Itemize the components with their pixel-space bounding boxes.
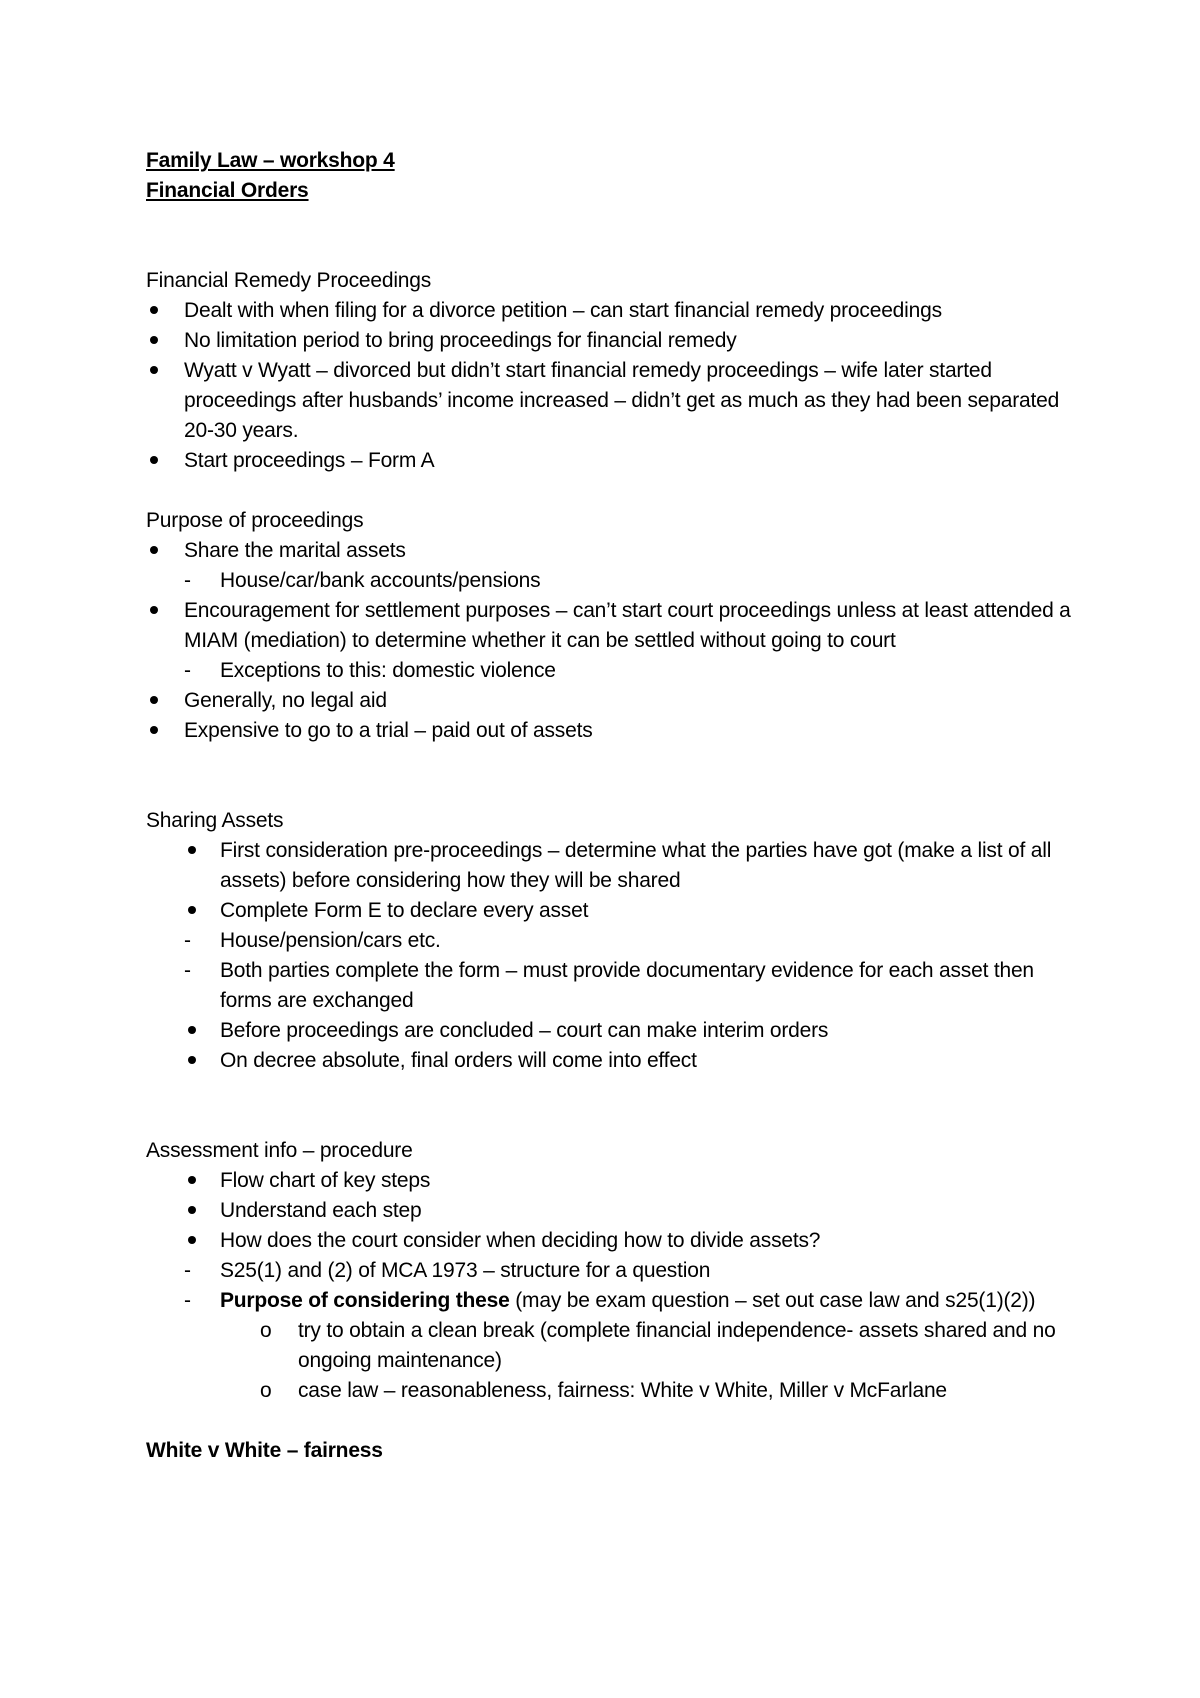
bullet-icon xyxy=(146,446,166,476)
list-item xyxy=(146,896,1086,926)
sharing-assets-list xyxy=(146,836,1086,1076)
list-item-text: S25(1) and (2) of MCA 1973 – structure for a question xyxy=(220,1259,711,1282)
list-item xyxy=(146,1166,1086,1196)
list-item-text: Wyatt v Wyatt – divorced but didn’t start financial remedy proceedings – wife later started proceedings after husbands’ income increased – didn’t get as much as they had been separated 20-30 years. xyxy=(184,359,1060,442)
list-item-text: Generally, no legal aid xyxy=(184,689,387,712)
bullet-icon xyxy=(184,836,204,866)
list-item-text: Encouragement for settlement purposes – can’t start court proceedings unless at least attended a MIAM (mediation) to determine whether it can be settled without going to court xyxy=(184,599,1071,652)
list-item xyxy=(146,1226,1086,1256)
list-item-text: On decree absolute, final orders will come into effect xyxy=(220,1049,697,1072)
list-item-text: try to obtain a clean break (complete financial independence- assets shared and no ongoing maintenance) xyxy=(298,1319,1056,1372)
list-item-text: Share the marital assets xyxy=(184,539,406,562)
bullet-icon xyxy=(146,296,166,326)
dash-icon: - xyxy=(184,929,191,952)
purpose-list xyxy=(146,536,1086,746)
list-item-text: House/car/bank accounts/pensions xyxy=(220,569,541,592)
list-item xyxy=(146,926,1086,956)
circle-icon: o xyxy=(260,1379,272,1402)
list-item-text: House/pension/cars etc. xyxy=(220,929,441,952)
bullet-icon xyxy=(146,326,166,356)
section-heading-financial-remedy: Financial Remedy Proceedings xyxy=(146,269,432,292)
section-heading-assessment: Assessment info – procedure xyxy=(146,1139,413,1162)
bullet-icon xyxy=(146,716,166,746)
list-item-text: Exceptions to this: domestic violence xyxy=(220,659,556,682)
list-item xyxy=(146,1316,1086,1376)
bullet-icon xyxy=(184,1196,204,1226)
list-item xyxy=(146,356,1086,446)
bullet-icon xyxy=(146,686,166,716)
list-item xyxy=(146,1196,1086,1226)
list-item-text: No limitation period to bring proceedings for financial remedy xyxy=(184,329,737,352)
list-item xyxy=(146,656,1086,686)
list-item xyxy=(146,596,1086,656)
list-item-text: Both parties complete the form – must provide documentary evidence for each asset then forms are exchanged xyxy=(220,959,1034,1012)
list-item-text: Start proceedings – Form A xyxy=(184,449,435,472)
bullet-icon xyxy=(146,356,166,386)
purpose-bold-text: Purpose of considering these xyxy=(220,1289,510,1312)
list-item-text: First consideration pre-proceedings – determine what the parties have got (make a list of all assets) before considering how they will be shared xyxy=(220,839,1052,892)
list-item xyxy=(146,686,1086,716)
list-item xyxy=(146,536,1086,566)
document-body xyxy=(146,146,1086,1466)
list-item-text: Before proceedings are concluded – court can make interim orders xyxy=(220,1019,829,1042)
list-item-text: How does the court consider when deciding how to divide assets? xyxy=(220,1229,821,1252)
bullet-icon xyxy=(146,536,166,566)
list-item-text: Flow chart of key steps xyxy=(220,1169,431,1192)
list-item xyxy=(146,446,1086,476)
dash-icon: - xyxy=(184,1259,191,1282)
list-item xyxy=(146,1376,1086,1406)
bullet-icon xyxy=(184,1226,204,1256)
purpose-rest-text: (may be exam question – set out case law and s25(1)(2)) xyxy=(509,1289,1036,1312)
section-heading-sharing-assets: Sharing Assets xyxy=(146,809,284,832)
assessment-list xyxy=(146,1166,1086,1406)
document-title: Family Law – workshop 4 xyxy=(146,149,395,172)
bullet-icon xyxy=(184,1166,204,1196)
circle-icon: o xyxy=(260,1319,272,1342)
dash-icon: - xyxy=(184,959,191,982)
bullet-icon xyxy=(146,596,166,626)
dash-icon: - xyxy=(184,659,191,682)
list-item xyxy=(146,326,1086,356)
list-item xyxy=(146,716,1086,746)
list-item xyxy=(146,296,1086,326)
list-item-text: Expensive to go to a trial – paid out of assets xyxy=(184,719,593,742)
dash-icon: - xyxy=(184,569,191,592)
dash-icon: - xyxy=(184,1289,191,1312)
list-item-text: Complete Form E to declare every asset xyxy=(220,899,589,922)
list-item xyxy=(146,566,1086,596)
financial-remedy-list xyxy=(146,296,1086,476)
document-subtitle: Financial Orders xyxy=(146,179,309,202)
list-item xyxy=(146,1256,1086,1286)
list-item xyxy=(146,956,1086,1016)
bullet-icon xyxy=(184,1046,204,1076)
list-item xyxy=(146,836,1086,896)
list-item xyxy=(146,1046,1086,1076)
list-item-text: Dealt with when filing for a divorce petition – can start financial remedy proceedings xyxy=(184,299,942,322)
bullet-icon xyxy=(184,896,204,926)
list-item xyxy=(146,1286,1086,1316)
list-item xyxy=(146,1016,1086,1046)
section-heading-purpose: Purpose of proceedings xyxy=(146,509,364,532)
list-item-text: Understand each step xyxy=(220,1199,422,1222)
section-heading-white-v-white: White v White – fairness xyxy=(146,1439,383,1462)
bullet-icon xyxy=(184,1016,204,1046)
list-item-text: case law – reasonableness, fairness: White v White, Miller v McFarlane xyxy=(298,1379,947,1402)
